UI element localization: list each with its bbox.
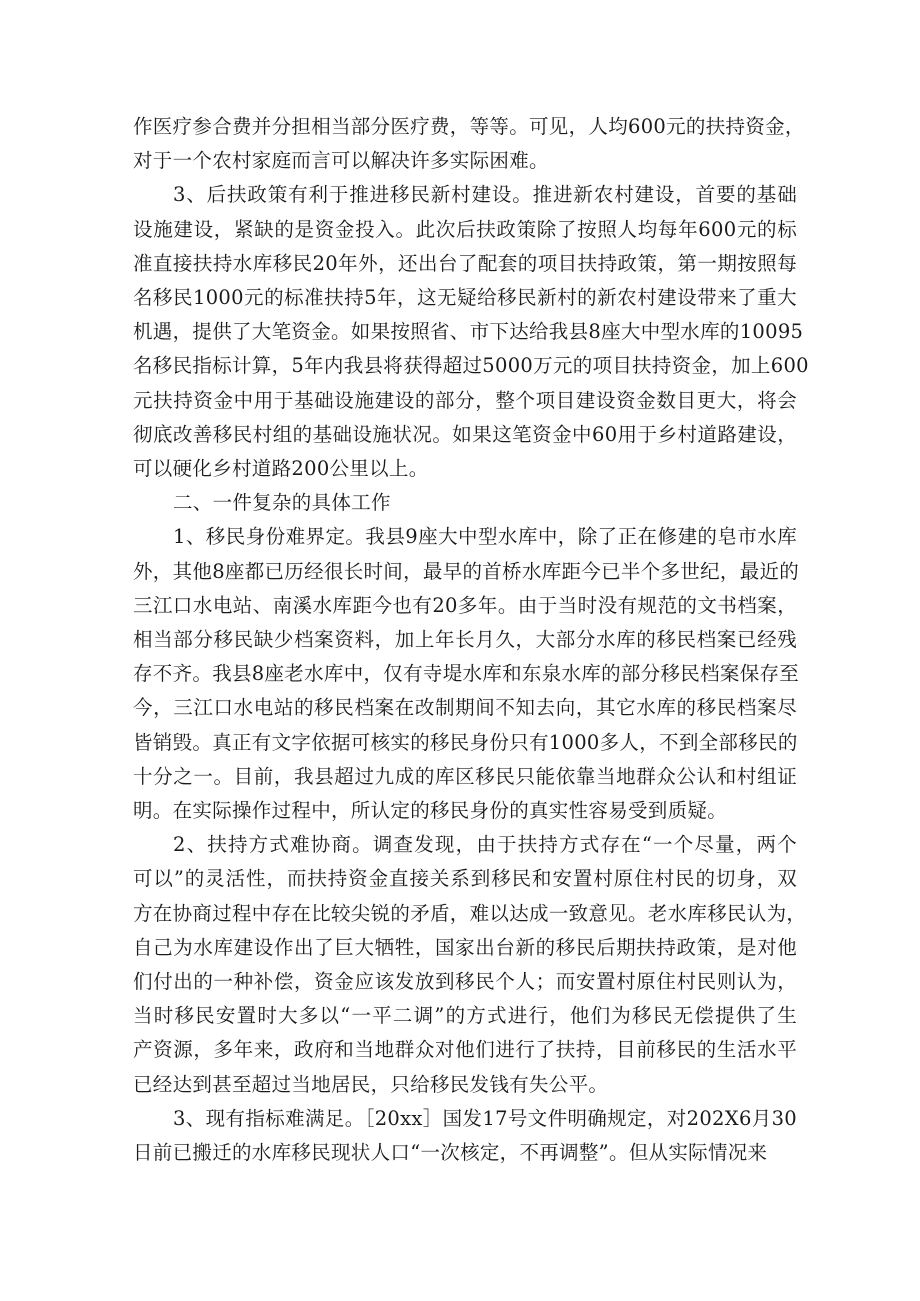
text-line: 名移民指标计算，5年内我县将获得超过5000万元的项目扶持资金，加上600 bbox=[133, 354, 809, 378]
document-body bbox=[133, 110, 809, 1170]
text-line: 准直接扶持水库移民20年外，还出台了配套的项目扶持政策，第一期按照每 bbox=[133, 251, 797, 275]
paragraph bbox=[133, 178, 809, 486]
text-line: 日前已搬迁的水库移民现状人口“一次核定，不再调整”。但从实际情况来 bbox=[133, 1141, 768, 1165]
text-line: 三江口水电站、南溪水库距今也有20多年。由于当时没有规范的文书档案， bbox=[133, 593, 797, 617]
text-line: 设施建设，紧缺的是资金投入。此次后扶政策除了按照人均每年600元的标 bbox=[133, 217, 797, 241]
text-line: 名移民1000元的标准扶持5年，这无疑给移民新村的新农村建设带来了重大 bbox=[133, 286, 797, 310]
text-line: 外，其他8座都已历经很长时间，最早的首桥水库距今已半个多世纪，最近的 bbox=[133, 559, 800, 583]
text-line: 今，三江口水电站的移民档案在改制期间不知去向，其它水库的移民档案尽 bbox=[133, 696, 797, 720]
text-line: 元扶持资金中用于基础设施建设的部分，整个项目建设资金数目更大，将会 bbox=[133, 388, 797, 412]
text-line: 自己为水库建设作出了巨大牺牲，国家出台新的移民后期扶持政策，是对他 bbox=[133, 935, 797, 959]
text-line: 已经达到甚至超过当地居民，只给移民发钱有失公平。 bbox=[133, 1072, 609, 1096]
text-line: 2、扶持方式难协商。调查发现，由于扶持方式存在“一个尽量，两个 bbox=[173, 833, 797, 857]
text-line: 对于一个农村家庭而言可以解决许多实际困难。 bbox=[133, 149, 549, 173]
text-line: 当时移民安置时大多以“一平二调”的方式进行，他们为移民无偿提供了生 bbox=[133, 1004, 797, 1028]
text-line: 存不齐。我县8座老水库中，仅有寺堤水库和东泉水库的部分移民档案保存至 bbox=[133, 662, 800, 686]
paragraph bbox=[133, 828, 807, 1102]
text-line: 皆销毁。真正有文字依据可核实的移民身份只有1000多人，不到全部移民的 bbox=[133, 730, 798, 754]
paragraph bbox=[133, 520, 800, 828]
text-line: 可以”的灵活性，而扶持资金直接关系到移民和安置村原住村民的切身，双 bbox=[133, 867, 797, 891]
text-line: 3、后扶政策有利于推进移民新村建设。推进新农村建设，首要的基础 bbox=[173, 183, 797, 207]
text-line: 机遇，提供了大笔资金。如果按照省、市下达给我县8座大中型水库的10095 bbox=[133, 320, 804, 344]
paragraph bbox=[133, 110, 805, 178]
text-line: 可以硬化乡村道路200公里以上。 bbox=[133, 457, 429, 481]
text-line: 彻底改善移民村组的基础设施状况。如果这笔资金中60用于乡村道路建设， bbox=[133, 422, 797, 446]
text-line: 二、一件复杂的具体工作 bbox=[173, 491, 391, 515]
text-line: 1、移民身份难界定。我县9座大中型水库中，除了正在修建的皂市水库 bbox=[173, 525, 797, 549]
text-line: 产资源，多年来，政府和当地群众对他们进行了扶持，目前移民的生活水平 bbox=[133, 1038, 797, 1062]
text-line: 十分之一。目前，我县超过九成的库区移民只能依靠当地群众公认和村组证 bbox=[133, 764, 797, 788]
text-line: 相当部分移民缺少档案资料，加上年长月久，大部分水库的移民档案已经残 bbox=[133, 628, 797, 652]
text-line: 作医疗参合费并分担相当部分医疗费，等等。可见，人均600元的扶持资金， bbox=[133, 115, 805, 138]
text-line: 明。在实际操作过程中，所认定的移民身份的真实性容易受到质疑。 bbox=[133, 799, 728, 823]
text-line: 3、现有指标难满足。［20xx］国发17号文件明确规定，对202X6月30 bbox=[173, 1106, 797, 1130]
text-line: 们付出的一种补偿，资金应该发放到移民个人；而安置村原住村民则认为， bbox=[133, 970, 797, 994]
text-line: 方在协商过程中存在比较尖锐的矛盾，难以达成一致意见。老水库移民认为， bbox=[133, 901, 807, 925]
paragraph bbox=[133, 1102, 797, 1170]
paragraph bbox=[133, 486, 797, 520]
